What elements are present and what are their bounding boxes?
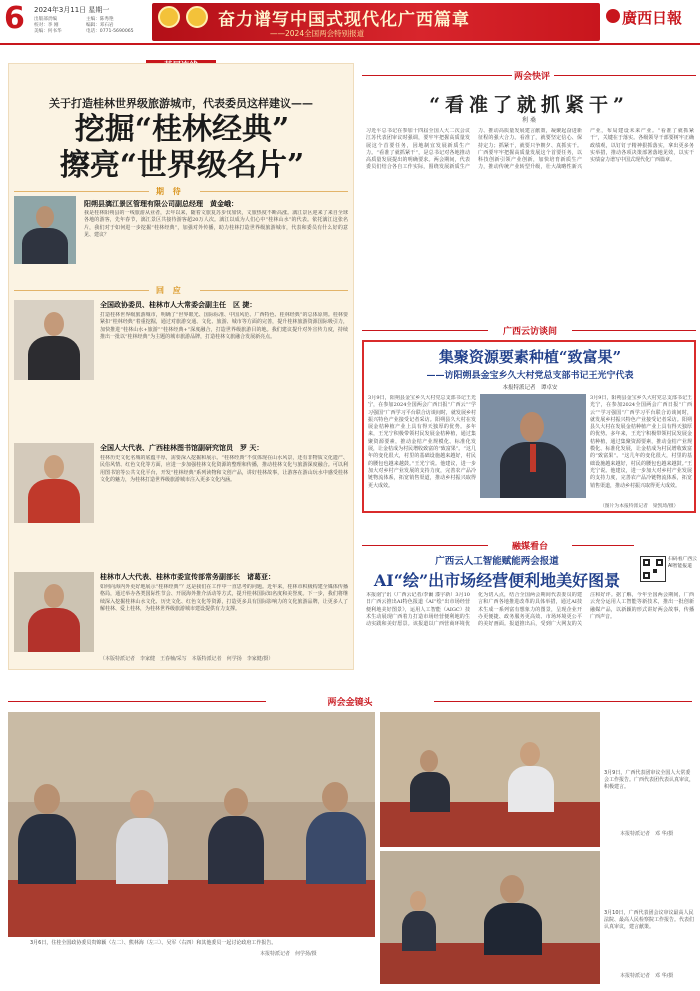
meta-line: 编辑：邓石岩 — [86, 23, 114, 28]
meta-line: 校对：李 刚 — [34, 23, 59, 28]
main-photo-caption: 3月6日，住桂全国政协委员贵锦颖（左二）、熊林海（左三）、吴军（右四）和其他委员一起讨论政府工作报告。 — [30, 940, 277, 946]
divider — [362, 330, 488, 331]
main-photo-credit: 本报特派记者 何学扬/摄 — [260, 951, 317, 957]
masthead-meta-right — [86, 17, 134, 35]
speaker-text: 打造桂林世界级旅游城市，明确了“世界眼光、国际标准、中国风范、广西特色、桂林经典”的总体原则。桂林要紧扣“桂林经典”着重挖掘，通过对旅游交通、文化、旅游、城市等方面的完善，提升桂林旅游资源国际吸引力，加快推进“桂林山水+旅游”“桂林经典+”深度融合，打造世界级旅游目的地。我们建议提升对外宣传力度，持续推出一批以“桂林经典”为主题的城市旅游品牌，打造桂林文旅融合发展新亮点。 — [100, 312, 348, 340]
feature-credit: （本版特派记者 李家健 王春楠/采写 本版特派记者 何学扬 李家健/摄） — [100, 656, 274, 662]
comment-text: 习近平总书记在参加十四届全国人大二次会议江苏代表团审议时强调，要牢牢把握高质量发展这个首要任务，因地制宜发展新质生产力。“看准了就抓紧干”，是总书记对各地推动高质量发展提出的明确要求。两会期间，代表委员们结合各自工作实际，围绕发展新质生产力、推动高质量发展建言献策，凝聚起奋进新征程的强大合力。看准了，就要坚定信心、保持定力；抓紧干，就要只争朝夕、真抓实干。广西要牢牢把握高质量发展这个首要任务，以科技创新引领产业创新，加快培育新质生产力，推动传统产业转型升级，壮大战略性新兴产业，布局建设未来产业。“看准了就抓紧干”，关键在于落实。各级领导干部要树牢正确政绩观，以钉钉子精神狠抓落实，拿出更多务实举措，推动各项决策部署落地见效，以实干实绩奋力谱写中国式现代化广西篇章。 — [366, 128, 694, 171]
interview-section-tag: 广西云访谈间 — [502, 327, 557, 337]
ai-title: 广西云人工智能赋能两会报道 — [435, 556, 559, 567]
side-photo-1-caption: 3月9日，广西代表团审议全国人大常委会工作报告。广西代表团代表认真审议，积极建言。 — [604, 770, 695, 790]
speaker-text: 桂林历史文化名城的底蕴丰厚，需要深入挖掘和展示。“桂林经典”不仅体现在山水风景，还有非物质文化遗产、民俗风情、红色文化等方面，应进一步加强桂林文化资源的整理和传播，推动桂林文化与旅游深度融合。可以利用图书馆等公共文化平台，开发“桂林经典”系列读物和文创产品，讲好桂林故事，让游客在游山玩水中感受桂林文化的魅力，为桂林打造世界级旅游城市注入更多文化内涵。 — [100, 455, 348, 483]
interview-photo — [480, 394, 586, 498]
comment-author: 利 桑 — [522, 117, 536, 124]
ai-title-main: AI“绘”出市场经营便利地美好图景 — [373, 571, 621, 590]
speaker-name: 全国人大代表、广西桂林图书馆副研究馆员 罗 天： — [100, 444, 264, 452]
speaker-photo — [14, 300, 94, 380]
speaker-text: 我是桂林阳朔县的一线旅游从业者，去年以来，随着文旅复苏步伐加快，文旅热度不断高涨。漓江景区迎来了来自全球各地的游客，先年春节，漓江景区共接待游客超20万人次。漓江以成为人们心中“桂林山水”的代表。依托漓江这张名片，我们对于如何进一步挖掘“桂林经典”，加强对外传播，助力桂林打造世界级旅游城市，代表和委员有什么好的意见、建议？ — [84, 210, 348, 238]
interview-byline: 本报特派记者 谭卓安 — [502, 385, 558, 391]
ai-text: 本报南宁讯（广西云记者/李爾 漆宇新）3月10日广西云推出AI特色报道《AI“绘”出市场经营便利地美好图景》，运用人工智能（AIGC）技术生动展现广西着力打造市场经营便利地的生动实践和美好愿景。该报道以广西营商环境优化为切入点，结合全国两会期间代表委员的建言和广西各地推进改革的具体举措，通过AI技术生成一系列富有想象力的图景，呈现企业开办更便捷、政务服务更高效、市场环境更公平的美好画面。报道推出后，受到广大网友的关注和好评。据了解，今年全国两会期间，广西云充分运用人工智能等新技术，推出一批创新融媒产品，以新颖的形式讲好两会故事，传播广西声音。 — [366, 592, 694, 628]
divider — [14, 290, 149, 291]
side-photo-2-credit: 本报特派记者 邓 华/摄 — [620, 973, 674, 979]
divider — [14, 191, 149, 192]
feature-kicker: 关于打造桂林世界级旅游城市，代表委员这样建议—— — [49, 97, 313, 110]
speaker-name: 全国政协委员、桂林市人大常委会副主任 区 捷： — [100, 301, 257, 309]
divider — [8, 701, 266, 702]
feature-headline-line1: 挖掘“桂林经典” — [74, 112, 290, 147]
page-number: 6 — [4, 1, 25, 36]
divider — [572, 545, 634, 546]
side-photo-2 — [380, 851, 600, 984]
speaker-photo — [14, 196, 76, 264]
side-photo-1-credit: 本报特派记者 邓 华/摄 — [620, 831, 674, 837]
divider — [200, 290, 348, 291]
banner-subtitle: ——2024全国两会特别报道 — [270, 29, 365, 38]
meta-line: 电话：0771-5690065 — [86, 29, 134, 34]
main-photo — [8, 712, 375, 937]
ai-section-tag: 融媒看台 — [511, 542, 548, 552]
speaker-photo — [14, 443, 94, 523]
banner-title: 奋力谱写中国式现代化广西篇章 — [218, 10, 470, 30]
interview-text: 3月9日，阳朔县金宝乡久大村党总支部书记王光宁，在参加2024全国两会广西日报“广西云”“学习强国”广西学习平台联合访谈间时，就发展乡村振兴特色产业接受记者采访。阳朔县久大村在发展金桔种植产业上具有得天独厚的优势。多年来，王光宁积极带领村民发展金桔种植，通过集聚资源要素，推动金桔产业规模化、标准化发展，让金桔成为村民增收致富的“致富果”。“这几年的变化很大，村里的基础设施越来越好，村民的腰包也越来越鼓。”王光宁说。他建议，进一步加大对乡村产业发展的支持力度，完善农产品冷链物流体系，拓宽销售渠道，推动乡村振兴取得更大成效。 — [368, 395, 476, 489]
issue-date: 2024年3月11日 星期一 — [34, 6, 110, 14]
masthead-meta-left — [34, 17, 62, 35]
divider — [362, 75, 512, 76]
meta-line: 美编：何书华 — [34, 29, 62, 34]
cppcc-emblem-icon — [186, 6, 208, 28]
expect-label: 期 待 — [156, 187, 184, 196]
speaker-text: 如何向海内外更好地展示“桂林经典”？这是我们在工作中一直思考的问题。近年来，桂林市积极构建全媒体传播格局，通过举办各类国际性节会、开展海外推介活动等方式，提升桂林国际知名度和美誉度。下一步，我们将继续深入挖掘桂林山水文化、历史文化、红色文化等资源，打造更多具有国际影响力的文化旅游品牌，让更多人了解桂林、爱上桂林，为桂林世界级旅游城市建设提供有力支撑。 — [100, 584, 348, 612]
interview-credit: （图片为本报特派记者 梁凯琦/摄） — [600, 504, 679, 509]
side-photo-2-caption: 3月10日，广西代表团会议审议最高人民法院、最高人民检察院工作报告。代表们认真审议，建言献策。 — [604, 910, 695, 930]
newspaper-logo-icon — [606, 9, 620, 23]
feature-headline-line2: 擦亮“世界级名片” — [59, 148, 305, 183]
divider — [554, 75, 696, 76]
divider — [434, 701, 692, 702]
photo-section-tag: 两会金镜头 — [327, 698, 373, 708]
meta-line: 主编：陈秀艳 — [86, 17, 114, 22]
divider — [200, 191, 348, 192]
speaker-name: 桂林市人大代表、桂林市委宣传部常务副部长 诸葛亚： — [100, 573, 275, 581]
masthead-rule — [0, 43, 700, 45]
speaker-photo — [14, 572, 94, 652]
divider — [362, 545, 488, 546]
speaker-name: 阳朔县漓江景区管理有限公司副总经理 黄金峨： — [84, 200, 238, 208]
meta-line: 出版部责编 — [34, 17, 57, 22]
comment-section-tag: 两会快评 — [513, 72, 550, 82]
respond-label: 回 应 — [156, 286, 184, 295]
comment-title: “看准了就抓紧干” — [429, 94, 629, 116]
qr-caption: 扫码看广西云AI智能报道 — [668, 557, 697, 569]
interview-title: 集聚资源要素种植“致富果” — [438, 348, 622, 366]
national-emblem-icon — [158, 6, 180, 28]
newspaper-name: 廣西日報 — [622, 9, 683, 27]
side-photo-1 — [380, 712, 600, 847]
divider — [572, 330, 696, 331]
interview-subtitle: ——访阳朔县金宝乡久大村党总支部书记王光宁代表 — [426, 371, 634, 381]
qr-code-icon[interactable] — [640, 556, 666, 582]
interview-text-continued: 3月9日，阳朔县金宝乡久大村党总支部书记王光宁，在参加2024全国两会广西日报“广西云”“学习强国”广西学习平台联合访谈间时，就发展乡村振兴特色产业接受记者采访。阳朔县久大村在发展金桔种植产业上具有得天独厚的优势。多年来，王光宁积极带领村民发展金桔种植，通过集聚资源要素，推动金桔产业规模化、标准化发展，让金桔成为村民增收致富的“致富果”。“这几年的变化很大，村里的基础设施越来越好，村民的腰包也越来越鼓。”王光宁说。他建议，进一步加大对乡村产业发展的支持力度，完善农产品冷链物流体系，拓宽销售渠道，推动乡村振兴取得更大成效。 — [590, 395, 692, 489]
